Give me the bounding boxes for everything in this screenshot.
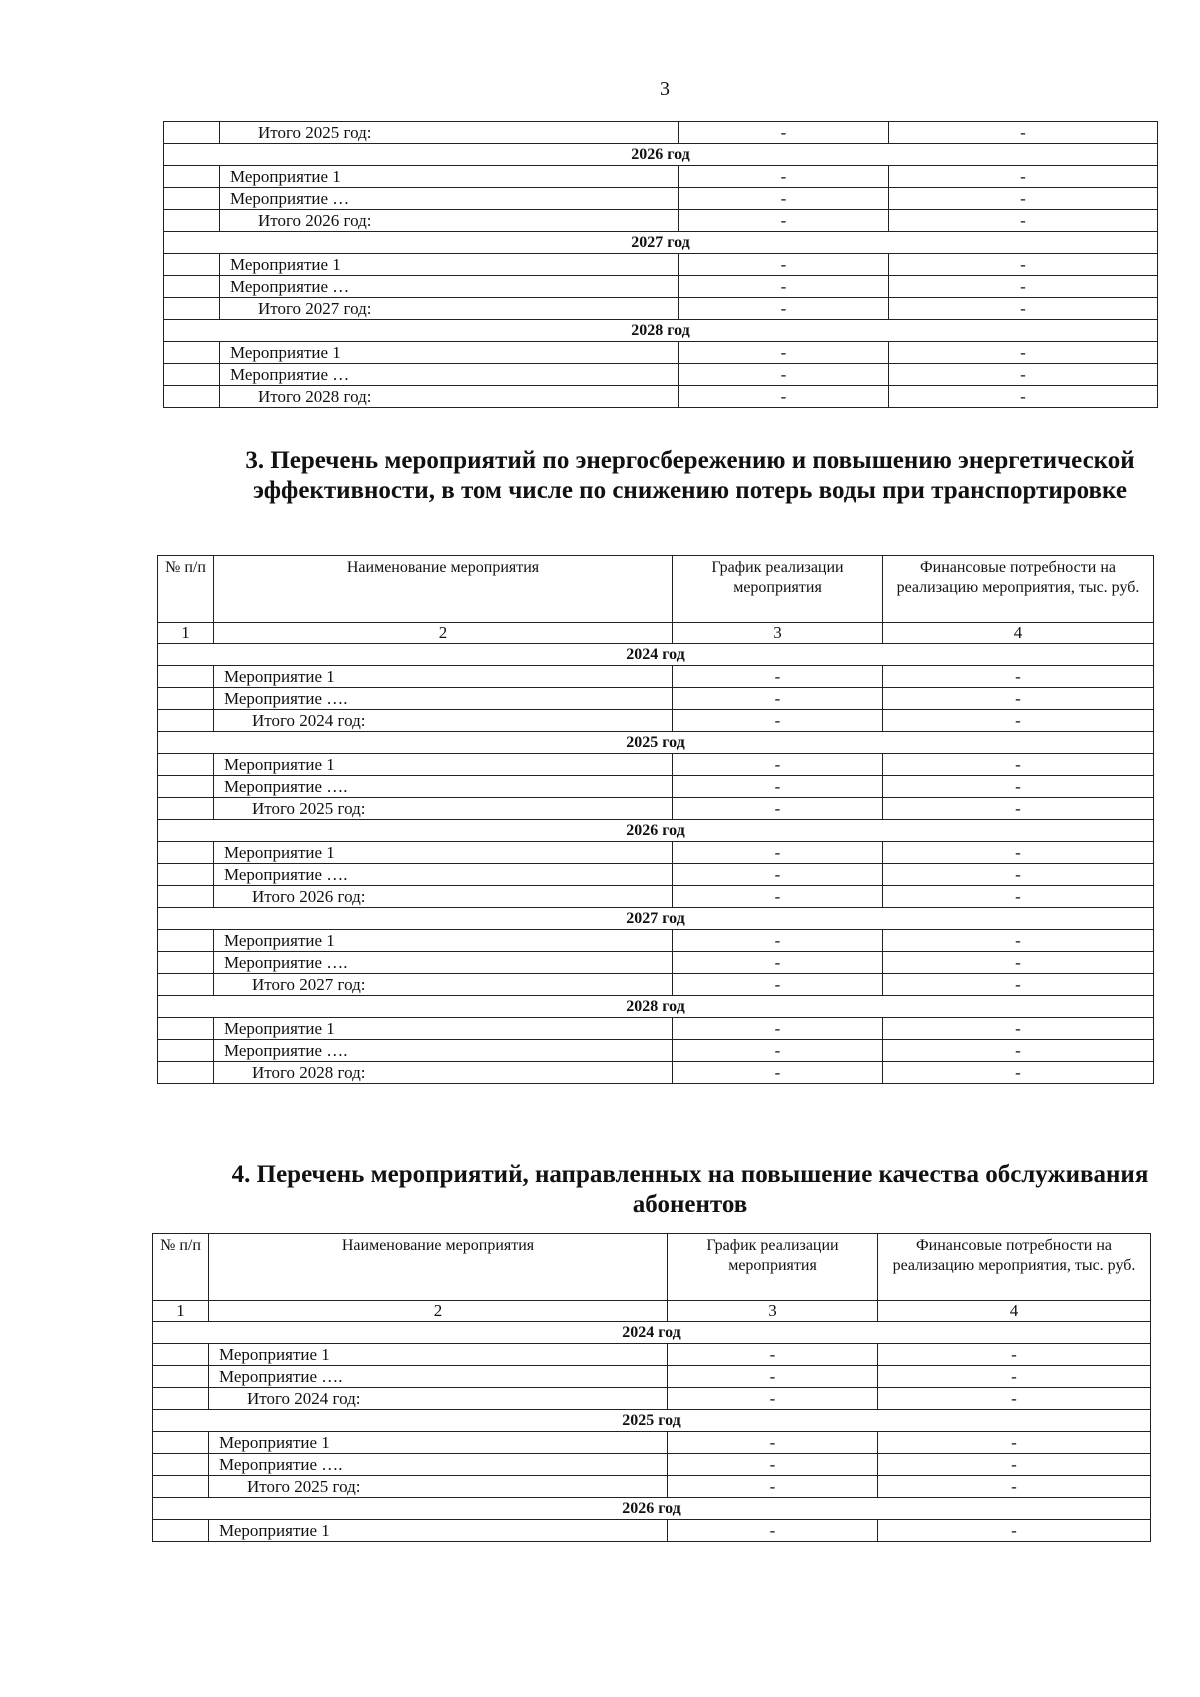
row-number-cell [164,122,220,144]
schedule-cell: - [679,342,889,364]
measure-name: Мероприятие …. [214,864,673,886]
measure-name: Мероприятие 1 [214,1018,673,1040]
table-row [158,688,1154,710]
row-number-cell [164,166,220,188]
finance-cell: - [878,1366,1151,1388]
year-row [158,644,1154,666]
year-label: 2025 год [153,1410,1151,1432]
table-row [158,754,1154,776]
top-table [163,121,1158,408]
year-label: 2027 год [164,232,1158,254]
measure-name: Мероприятие … [220,276,679,298]
year-row [158,996,1154,1018]
schedule-cell: - [679,188,889,210]
year-row [153,1322,1151,1344]
row-number-cell [164,364,220,386]
measure-name: Мероприятие 1 [209,1344,668,1366]
measure-name: Мероприятие 1 [220,254,679,276]
schedule-cell: - [668,1432,878,1454]
year-row [158,908,1154,930]
measure-name: Итого 2026 год: [220,210,679,232]
finance-cell: - [883,974,1154,996]
row-number-cell [164,342,220,364]
finance-cell: - [883,864,1154,886]
year-label: 2026 год [164,144,1158,166]
column-header: Наименование мероприятия [214,556,673,623]
row-number-cell [158,666,214,688]
row-number-cell [158,688,214,710]
row-number-cell [158,1062,214,1084]
measure-name: Мероприятие 1 [214,930,673,952]
finance-cell: - [883,798,1154,820]
table-row [153,1454,1151,1476]
row-number-cell [158,952,214,974]
year-label: 2026 год [153,1498,1151,1520]
column-header: Финансовые потребности на реализацию мероприятия, тыс. руб. [878,1234,1151,1301]
finance-cell: - [878,1454,1151,1476]
finance-cell: - [889,276,1158,298]
finance-cell: - [889,342,1158,364]
finance-cell: - [883,1062,1154,1084]
row-number-cell [158,1040,214,1062]
finance-cell: - [878,1432,1151,1454]
column-header: № п/п [153,1234,209,1301]
section4-table [152,1233,1151,1542]
column-number: 3 [673,623,883,644]
column-header: Наименование мероприятия [209,1234,668,1301]
schedule-cell: - [679,166,889,188]
schedule-cell: - [673,754,883,776]
table-row [153,1366,1151,1388]
schedule-cell: - [679,386,889,408]
table-row [153,1520,1151,1542]
table-row [164,166,1158,188]
measure-name: Мероприятие …. [214,1040,673,1062]
column-number: 4 [878,1301,1151,1322]
schedule-cell: - [668,1344,878,1366]
finance-cell: - [889,166,1158,188]
table-row [164,188,1158,210]
measure-name: Мероприятие 1 [209,1432,668,1454]
finance-cell: - [883,952,1154,974]
measure-name: Мероприятие …. [214,952,673,974]
finance-cell: - [878,1344,1151,1366]
schedule-cell: - [679,364,889,386]
finance-cell: - [883,710,1154,732]
row-number-cell [158,1018,214,1040]
table-row [164,364,1158,386]
schedule-cell: - [673,1062,883,1084]
year-row [153,1498,1151,1520]
column-number: 2 [209,1301,668,1322]
column-number-row [158,623,1154,644]
column-number: 4 [883,623,1154,644]
total-row [164,122,1158,144]
schedule-cell: - [673,776,883,798]
finance-cell: - [889,122,1158,144]
row-number-cell [153,1388,209,1410]
row-number-cell [164,298,220,320]
year-row [153,1410,1151,1432]
year-label: 2027 год [158,908,1154,930]
year-label: 2025 год [158,732,1154,754]
row-number-cell [153,1520,209,1542]
total-row [158,710,1154,732]
table-row [158,952,1154,974]
measure-name: Итого 2025 год: [214,798,673,820]
schedule-cell: - [673,710,883,732]
total-row [158,974,1154,996]
measure-name: Мероприятие 1 [220,166,679,188]
column-number-row [153,1301,1151,1322]
row-number-cell [153,1432,209,1454]
schedule-cell: - [679,254,889,276]
schedule-cell: - [673,798,883,820]
measure-name: Мероприятие 1 [209,1520,668,1542]
schedule-cell: - [673,864,883,886]
year-row [164,144,1158,166]
schedule-cell: - [668,1476,878,1498]
schedule-cell: - [673,1040,883,1062]
table-header-row [158,556,1154,623]
measure-name: Итого 2026 год: [214,886,673,908]
total-row [158,798,1154,820]
total-row [153,1476,1151,1498]
row-number-cell [158,886,214,908]
row-number-cell [158,798,214,820]
measure-name: Мероприятие 1 [214,754,673,776]
schedule-cell: - [668,1454,878,1476]
schedule-cell: - [679,122,889,144]
measure-name: Итого 2024 год: [214,710,673,732]
row-number-cell [153,1476,209,1498]
finance-cell: - [883,930,1154,952]
table-row [153,1432,1151,1454]
column-header: Финансовые потребности на реализацию мероприятия, тыс. руб. [883,556,1154,623]
table-row [158,842,1154,864]
table-row [158,930,1154,952]
finance-cell: - [878,1520,1151,1542]
schedule-cell: - [679,276,889,298]
row-number-cell [158,864,214,886]
measure-name: Мероприятие …. [214,776,673,798]
column-number: 1 [158,623,214,644]
row-number-cell [164,254,220,276]
measure-name: Мероприятие … [220,364,679,386]
table-row [164,342,1158,364]
year-row [158,820,1154,842]
finance-cell: - [878,1476,1151,1498]
total-row [158,1062,1154,1084]
finance-cell: - [883,688,1154,710]
finance-cell: - [889,210,1158,232]
measure-name: Мероприятие …. [214,688,673,710]
schedule-cell: - [673,1018,883,1040]
section3-heading: 3. Перечень мероприятий по энергосбережению и повышению энергетической эффективности, в том числе по снижению потерь воды при транспортировке [245,447,1135,504]
measure-name: Мероприятие 1 [214,842,673,864]
schedule-cell: - [673,842,883,864]
finance-cell: - [883,666,1154,688]
table-row [158,666,1154,688]
section3-table [157,555,1154,1084]
schedule-cell: - [673,952,883,974]
measure-name: Итого 2028 год: [220,386,679,408]
row-number-cell [164,210,220,232]
finance-cell: - [889,254,1158,276]
total-row [158,886,1154,908]
total-row [164,210,1158,232]
table-row [153,1344,1151,1366]
row-number-cell [158,930,214,952]
measure-name: Мероприятие …. [209,1366,668,1388]
measure-name: Итого 2027 год: [220,298,679,320]
row-number-cell [158,776,214,798]
schedule-cell: - [668,1520,878,1542]
finance-cell: - [883,1040,1154,1062]
year-label: 2024 год [158,644,1154,666]
finance-cell: - [883,842,1154,864]
year-row [164,320,1158,342]
finance-cell: - [889,364,1158,386]
column-number: 1 [153,1301,209,1322]
measure-name: Итого 2025 год: [220,122,679,144]
row-number-cell [158,710,214,732]
row-number-cell [164,188,220,210]
year-row [164,232,1158,254]
table-row [164,254,1158,276]
table-row [164,276,1158,298]
total-row [153,1388,1151,1410]
row-number-cell [153,1454,209,1476]
year-row [158,732,1154,754]
section4-heading: 4. Перечень мероприятий, направленных на повышение качества обслуживания абонентов [231,1161,1149,1218]
row-number-cell [158,842,214,864]
measure-name: Мероприятие …. [209,1454,668,1476]
measure-name: Итого 2028 год: [214,1062,673,1084]
schedule-cell: - [668,1366,878,1388]
schedule-cell: - [673,688,883,710]
finance-cell: - [878,1388,1151,1410]
finance-cell: - [889,188,1158,210]
finance-cell: - [889,386,1158,408]
table-row [158,776,1154,798]
finance-cell: - [883,886,1154,908]
measure-name: Мероприятие 1 [220,342,679,364]
measure-name: Мероприятие … [220,188,679,210]
page-number: 3 [660,78,670,100]
row-number-cell [158,974,214,996]
year-label: 2028 год [158,996,1154,1018]
table-header-row [153,1234,1151,1301]
finance-cell: - [883,776,1154,798]
finance-cell: - [883,1018,1154,1040]
schedule-cell: - [673,974,883,996]
table-row [158,1040,1154,1062]
row-number-cell [153,1366,209,1388]
row-number-cell [153,1344,209,1366]
column-header: № п/п [158,556,214,623]
row-number-cell [158,754,214,776]
measure-name: Итого 2024 год: [209,1388,668,1410]
measure-name: Итого 2027 год: [214,974,673,996]
total-row [164,386,1158,408]
finance-cell: - [883,754,1154,776]
year-label: 2028 год [164,320,1158,342]
total-row [164,298,1158,320]
column-header: График реализации мероприятия [673,556,883,623]
schedule-cell: - [679,298,889,320]
year-label: 2026 год [158,820,1154,842]
column-number: 2 [214,623,673,644]
finance-cell: - [889,298,1158,320]
schedule-cell: - [673,930,883,952]
year-label: 2024 год [153,1322,1151,1344]
measure-name: Итого 2025 год: [209,1476,668,1498]
column-number: 3 [668,1301,878,1322]
table-row [158,864,1154,886]
schedule-cell: - [668,1388,878,1410]
measure-name: Мероприятие 1 [214,666,673,688]
schedule-cell: - [679,210,889,232]
table-row [158,1018,1154,1040]
schedule-cell: - [673,666,883,688]
row-number-cell [164,276,220,298]
row-number-cell [164,386,220,408]
column-header: График реализации мероприятия [668,1234,878,1301]
schedule-cell: - [673,886,883,908]
